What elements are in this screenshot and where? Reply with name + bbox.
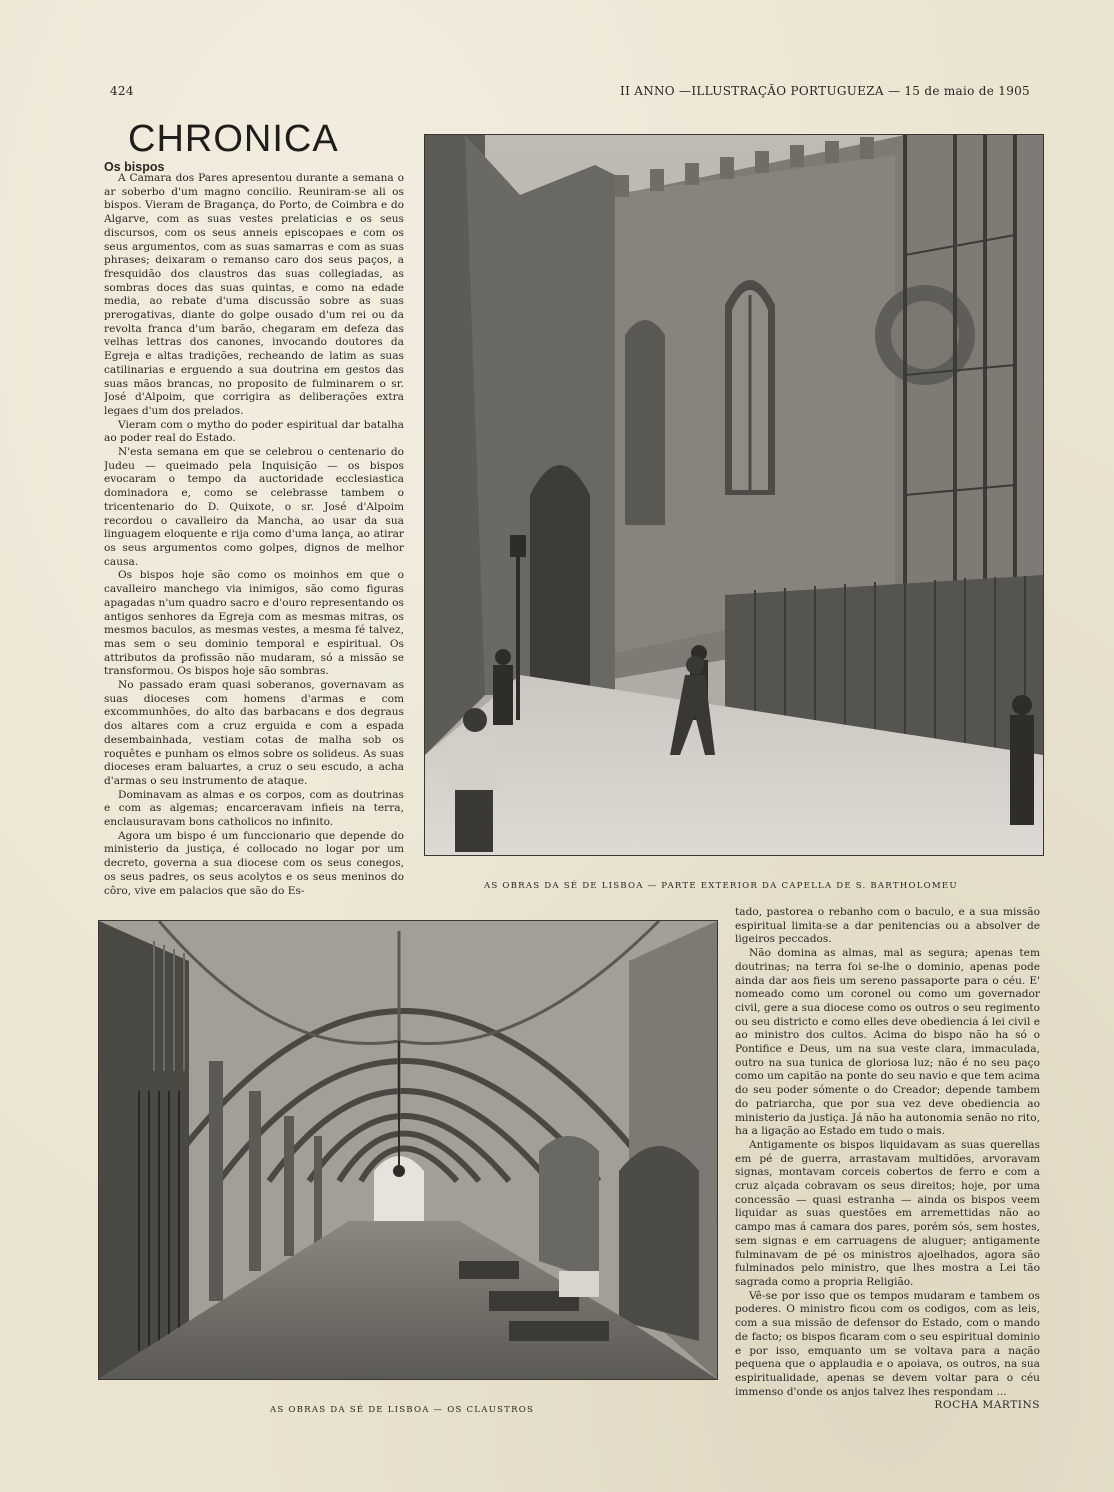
paragraph: Dominavam as almas e os corpos, com as doutrinas e com as algemas; encarceravam infieis na terra, enclausuravam bons catholicos no infinito. [104,788,404,829]
paragraph: Vieram com o mytho do poder espiritual dar batalha ao poder real do Estado. [104,418,404,445]
paragraph-text: Vê-se por isso que os tempos mudaram e tambem os poderes. O ministro ficou com os codigos, com as leis, com a sua missão de defensor do Estado, com o mando de facto; os bispos ficaram com o seu espiritual dominio e por isso, emquanto um se voltava para a nação pequena que o applaudia e o apoiava, os outros, na sua espiritualidade, apenas se devem voltar para o céu immenso d'onde os anjos talvez lhes respondam ... [735,1289,1040,1398]
paragraph: N'esta semana em que se celebrou o centenario do Judeu — queimado pela Inquisição — os bispos evocaram o tempo da auctoridade ecclesiastica dominadora e, como se celebrasse tambem o tricentenario do D. Quixote, o sr. José d'Alpoim recordou o cavalleiro da Mancha, ao usar da sua linguagem eloquente e rija como d'uma lança, ao atirar os seus argumentos como golpes, dignos de melhor causa. [104,446,404,568]
photo-cloisters [98,920,718,1380]
page-number: 424 [110,84,134,98]
photo-chapel-exterior [424,134,1044,856]
article-title: CHRONICA [128,118,339,160]
paragraph: Os bispos hoje são como os moinhos em que o cavalleiro manchego via inimigos, são como figuras apagadas n'um quadro sacro e d'ouro representando os antigos senhores da Egreja com as mesmas mitras, os mesmos baculos, as mesmas vestes, a mesma fé talvez, mas sem o seu dominio temporal e espiritual. Os attributos da profissão não mudaram, só a missão se transformou. Os bispos hoje são sombras. [104,569,404,678]
paragraph: Antigamente os bispos liquidavam as suas querellas em pé de guerra, arrastavam multidões, arvoravam signas, montavam corceis cobertos de ferro e com a cruz alçada cobravam os seus direitos; hoje, por uma concessão — quasi estranha — ainda os bispos veem liquidar as suas questões em arremettidas não ao campo mas á camara dos pares, porém sós, sem hostes, sem signas e em carruagens de aluguer; antigamente fulminavam de pé os ministros ajoelhados, agora são fulminados pelo ministro, que lhes mostra a Lei tão sagrada como a propria Religião. [735,1138,1040,1288]
running-head: II ANNO —ILLUSTRAÇÃO PORTUGUEZA — 15 de maio de 1905 [620,84,1030,98]
paragraph [735,1289,1040,1412]
photo-caption-top: AS OBRAS DA SÉ DE LISBOA — PARTE EXTERIOR DA CAPELLA DE S. BARTHOLOMEU [484,881,958,891]
page-header [110,84,1030,102]
chapel-exterior-illustration [425,135,1043,855]
photo-caption-bottom: AS OBRAS DA SÉ DE LISBOA — OS CLAUSTROS [270,1405,535,1415]
paragraph: Agora um bispo é um funccionario que depende do ministerio da justiça, é collocado no logar por um decreto, governa a sua diocese com os seus conegos, os seus padres, os seus acolytos e os seus meninos do côro, vive em palacios que são do Es- [104,829,404,897]
article-column-right [735,906,1040,1420]
author-signature: ROCHA MARTINS [934,1399,1040,1412]
paragraph: No passado eram quasi soberanos, governavam as suas dioceses com homens d'armas e com excommunhões, do alto das barbacans e dos degraus dos altares com a cruz erguida e com a espada desembainhada, vestiam cotas de malha sob os roquêtes e punham os elmos sobre os solideus. As suas dioceses eram baluartes, a cruz o seu escudo, a acha d'armas o seu instrumento de ataque. [104,679,404,787]
article-subhead: Os bispos [104,160,165,174]
article-column-left [104,172,404,897]
paragraph: tado, pastorea o rebanho com o baculo, e a sua missão espiritual limita-se a dar penitencias ou a absolver de ligeiros peccados. [735,906,1040,946]
paragraph: Não domina as almas, mal as segura; apenas tem doutrinas; na terra foi se-lhe o dominio, apenas pode ainda dar aos fieis um sereno passaporte para o céu. E' nomeado como um coronel ou como um governador civil, gere a sua diocese como os outros o seu regimento ou seu districto e como elles deve obediencia á lei civil e ao ministro dos cultos. Acima do bispo não ha só o Pontifice e Deus, um na sua veste clara, immaculada, outro na sua tunica de gloriosa luz; não é no seu paço como um capitão na ponte do seu navio e que tem acima do seu poder sómente o do Creador; depende tambem do patriarcha, que por sua vez deve obediencia ao ministerio da justiça. Já não ha autonomia senão no rito, ha a ligação ao Estado em tudo o mais. [735,947,1040,1138]
paragraph: A Camara dos Pares apresentou durante a semana o ar soberbo d'um magno concilio. Reuniram-se ali os bispos. Vieram de Bragança, do Porto, de Coimbra e do Algarve, com as suas vestes prelaticias e os seus discursos, com os seus anneis episcopaes e com os seus argumentos, com as suas samarras e com as suas phrases; deixaram o remanso caro dos seus paços, a fresquidão dos claustros das suas collegiadas, as sombras doces das suas quintas, e como na edade media, ao rebate d'uma discussão sobre as suas prerogativas, diante do golpe ousado d'um rei ou da revolta franca d'um barão, chegaram em defeza das velhas lettras dos canones, invocando doutores da Egreja e altas tradições, recheando de latim as suas catilinarias e erguendo a sua doutrina em gestos das suas mãos brancas, no proposito de fulminarem o sr. José d'Alpoim, que corrigira as deliberações extra legaes d'um dos prelados. [104,172,404,417]
cloisters-illustration [99,921,717,1379]
